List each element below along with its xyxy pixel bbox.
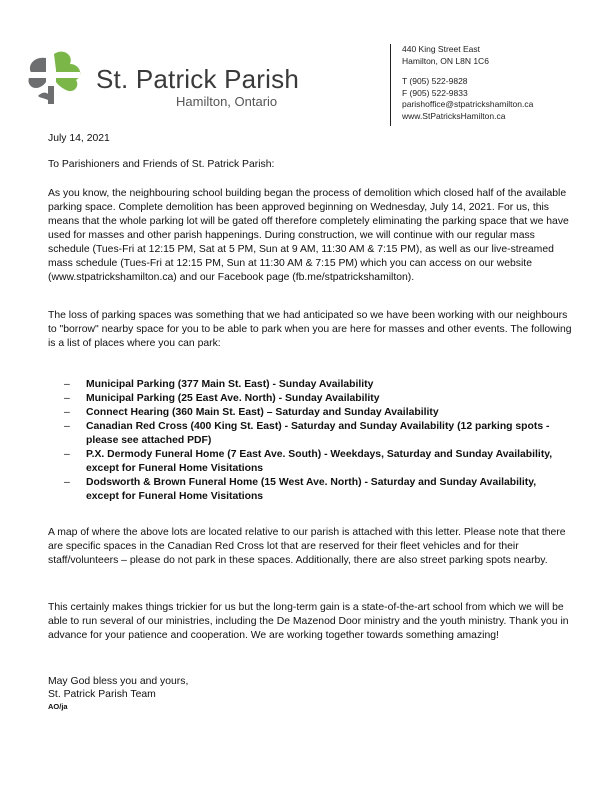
address-line-2: Hamilton, ON L8N 1C6 — [402, 55, 489, 66]
salutation: To Parishioners and Friends of St. Patrick Parish: — [48, 159, 275, 170]
paragraph-map: A map of where the above lots are located relative to our parish is attached with this letter. Please note that there are specific spaces in the Canadian Red Cross lot that are reserved for their fleet vehicles and for their staff/volunteers – please do not park in these spaces. Additionally, there are also street parking spots nearby. — [48, 527, 566, 566]
signature-line: St. Patrick Parish Team — [48, 689, 156, 700]
letterhead-divider — [390, 44, 391, 126]
website-address: www.StPatricksHamilton.ca — [402, 110, 506, 121]
paragraph-long-term: This certainly makes things trickier for us but the long-term gain is a state-of-the-art school from which we will be able to run several of our ministries, including the De Mazenod Door ministry and the youth ministry. Thank you in advance for your patience and cooperation. We are working together towards something amazing! — [48, 602, 569, 641]
closing-line: May God bless you and yours, — [48, 676, 189, 687]
parish-city: Hamilton, Ontario — [176, 94, 278, 109]
letter-date: July 14, 2021 — [48, 133, 110, 144]
list-item: – P.X. Dermody Funeral Home (7 East Ave. South) - Weekdays, Saturday and Sunday Availability, except for Funeral Home Visitations — [64, 448, 564, 476]
parking-list — [64, 378, 564, 504]
email-address: parishoffice@stpatrickshamilton.ca — [402, 99, 534, 109]
paragraph-demolition: As you know, the neighbouring school building began the process of demolition which closed half of the available parking space. Complete demolition has been approved beginning on Wednesday, July 14, 2021. For us, this means that the whole parking lot will be gated off therefore completely eliminating the parking space that we have used for masses and other parish happenings. During construction, we will continue with our regular mass schedule (Tues-Fri at 12:15 PM, Sat at 5 PM, Sun at 9 AM, 11:30 AM & 7:15 PM), as well as our live-streamed mass schedule (Tues-Fri at 12:15 PM, Sun at 11:30 AM & 7:15 PM) which you can access on our website (www.stpatrickshamilton.ca) and our Facebook page (fb.me/stpatrickshamilton). — [48, 188, 569, 283]
list-item: – Municipal Parking (377 Main St. East) - Sunday Availability — [64, 378, 564, 392]
typist-initials: AO/ja — [48, 702, 68, 711]
list-item: – Dodsworth & Brown Funeral Home (15 West Ave. North) - Saturday and Sunday Availability, except for Funeral Home Visitations — [64, 476, 564, 504]
phone-number: T (905) 522-9828 — [402, 76, 468, 86]
paragraph-parking-loss: The loss of parking spaces was something that we had anticipated so we have been working with our neighbours to "borrow" nearby space for you to be able to park when you are here for masses and other events. The following is a list of places where you can park: — [48, 310, 572, 349]
parish-name: St. Patrick Parish — [96, 64, 299, 94]
contact-block — [402, 44, 533, 122]
list-item: – Municipal Parking (25 East Ave. North) - Sunday Availability — [64, 392, 564, 406]
list-item: – Connect Hearing (360 Main St. East) – Saturday and Sunday Availability — [64, 406, 564, 420]
address-line-1: 440 King Street East — [402, 44, 480, 54]
shamrock-cross-logo-icon — [24, 48, 84, 108]
list-item: – Canadian Red Cross (400 King St. East) - Saturday and Sunday Availability (12 parking spots - please see attached PDF) — [64, 420, 564, 448]
fax-number: F (905) 522-9833 — [402, 87, 468, 98]
